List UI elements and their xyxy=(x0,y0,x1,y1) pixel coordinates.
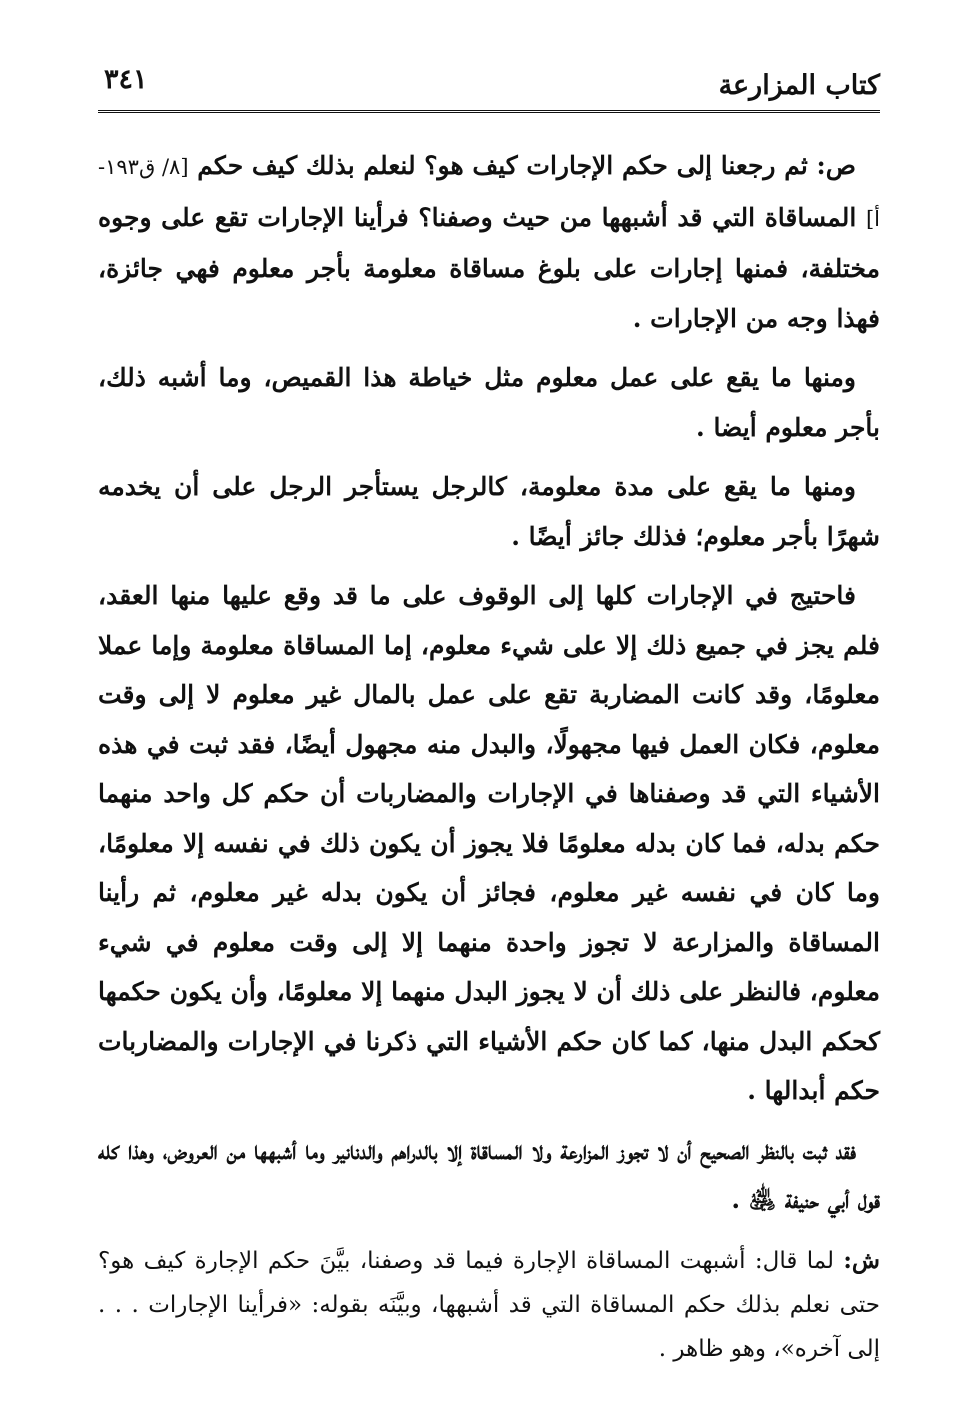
page-header xyxy=(98,60,880,113)
paragraph-2: ومنها ما يقع على عمل معلوم مثل خياطة هذا القميص، وما أشبه ذلك، بأجر معلوم أيضا . xyxy=(98,363,880,442)
page xyxy=(98,60,880,1360)
commentary xyxy=(98,1239,880,1371)
folio-reference: [٨/ ق١٩٣-أ] xyxy=(98,155,880,231)
paragraph-1-part-2: المساقاة التي قد أشبهها من حيث وصفنا؟ فرأينا الإجارات تقع على وجوه مختلفة، فمنها إجارات على بلوغ مساقاة معلومة بأجر معلوم فهي جائزة، فهذا وجه من الإجارات . xyxy=(98,202,880,333)
commentary-marker: ش: xyxy=(843,1246,880,1274)
page-number: ٣٤١ xyxy=(104,64,148,95)
commentary-body: لما قال: أشبهت المساقاة الإجارة فيما قد وصفنا، بيَّنَ حكم الإجارة كيف هو؟ حتى نعلم بذلك حكم المساقاة التي قد أشبهها، وبيَّنَه بقوله: «فرأينا الإجارات . . . إلى آخره»، وهو ظاهر . xyxy=(98,1247,880,1362)
paragraph-5: فقد ثبت بالنظر الصحيح أن لا تجوز المزارعة ولا المساقاة إلا بالدراهم والدنانير وما أشبهها من العروض، وهذا كله قول أبي حنيفة ﵁ . xyxy=(98,1135,880,1214)
paragraph-1-part-1: ثم رجعنا إلى حكم الإجارات كيف هو؟ لنعلم بذلك كيف حكم xyxy=(197,151,808,180)
text-marker: ص: xyxy=(816,151,856,180)
paragraph-4: فاحتيج في الإجارات كلها إلى الوقوف على ما قد وقع عليها منها العقد، فلم يجز في جميع ذلك إلا على شيء معلوم، إما المساقاة معلومة وإما عملا معلومًا، وقد كانت المضاربة تقع على عمل بالمال غير معلوم لا إلى وقت معلوم، فكان العمل فيها مجهولًا، والبدل منه مجهول أيضًا، فقد ثبت في هذه الأشياء التي قد وصفناها في الإجارات والمضاربات أن حكم كل واحد منهما حكم بدله، فما كان بدله معلومًا فلا يجوز أن يكون ذلك في نفسه إلا معلومًا، وما كان في نفسه غير معلوم، فجائز أن يكون بدله غير معلوم، ثم رأينا المساقاة والمزارعة لا تجوز واحدة منهما إلا إلى وقت معلوم في شيء معلوم، فالنظر على ذلك أن لا يجوز البدل منهما إلا معلومًا، وأن يكون حكمها كحكم البدل منها، كما كان حكم الأشياء التي ذكرنا في الإجارات والمضاربات حكم أبدالها . xyxy=(98,581,880,1105)
running-title: كتاب المزارعة xyxy=(718,70,880,101)
main-text xyxy=(98,141,880,1371)
paragraph-1 xyxy=(98,141,880,343)
paragraph-3: ومنها ما يقع على مدة معلومة، كالرجل يستأجر الرجل على أن يخدمه شهرًا بأجر معلوم؛ فذلك جائز أيضًا . xyxy=(98,472,880,551)
